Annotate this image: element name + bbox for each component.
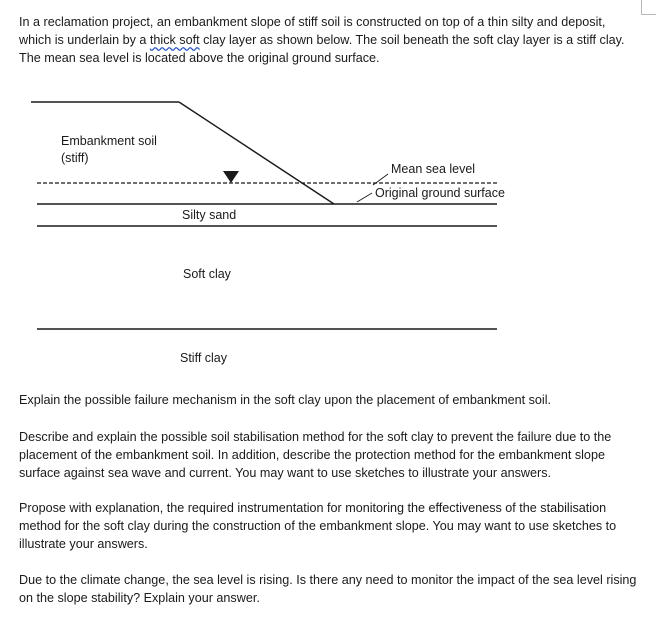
embankment-label: Embankment soil: [61, 134, 157, 148]
mean-sea-level-label: Mean sea level: [391, 162, 476, 176]
intro-text-2: clay layer as shown below. The soil beneath the soft clay layer is a stiff clay. The mean sea level is located above the original ground surface.: [19, 33, 625, 65]
question-2: Describe and explain the possible soil stabilisation method for the soft clay to prevent the failure due to the placement of the embankment soil. In addition, describe the protection method for the embankment slope surface against sea wave and current. You may want to use sketches to illustrate your answers.: [19, 430, 612, 480]
water-level-triangle-icon: [223, 171, 239, 183]
silty-sand-label: Silty sand: [182, 208, 237, 222]
question-3: Propose with explanation, the required instrumentation for monitoring the effectiveness of the stabilisation method for the soft clay during the construction of the embankment slope. You may want to use sketches to illustrate your answers.: [19, 501, 617, 551]
spell-flagged-phrase[interactable]: thick soft: [149, 33, 200, 47]
soft-clay-label: Soft clay: [183, 267, 231, 281]
stiff-clay-label: Stiff clay: [180, 351, 228, 365]
intro-text-1: In a reclamation project, an embankment slope of stiff soil is constructed on top of a thin silty and deposit, which is underlain by a: [19, 15, 606, 47]
embankment-sub-label: (stiff): [61, 151, 89, 165]
question-4: Due to the climate change, the sea level is rising. Is there any need to monitor the impact of the sea level rising on the slope stability? Explain your answer.: [19, 573, 637, 605]
original-ground-label: Original ground surface: [375, 186, 505, 200]
original-ground-leader: [357, 193, 372, 202]
embankment-slope-line: [179, 102, 334, 204]
question-1: Explain the possible failure mechanism in the soft clay upon the placement of embankment soil.: [19, 393, 552, 407]
